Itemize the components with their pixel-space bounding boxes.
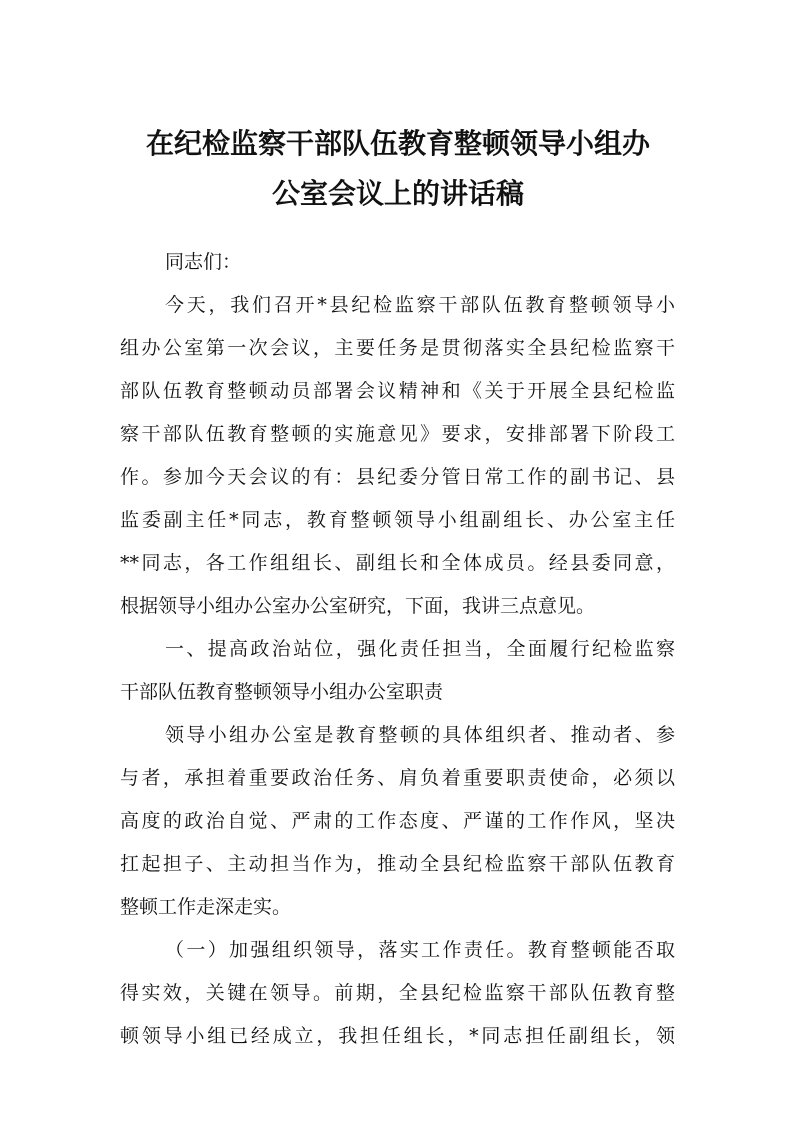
salutation: 同志们： (165, 251, 242, 273)
paragraph-line: （一）加强组织领导，落实工作责任。教育整顿能否取 (165, 939, 675, 961)
paragraph-line: 顿领导小组已经成立，我担任组长，*同志担任副组长，领 (120, 1025, 675, 1047)
paragraph-line: 得实效，关键在领导。前期，全县纪检监察干部队伍教育整 (120, 982, 675, 1004)
paragraph-line: 与者，承担着重要政治任务、肩负着重要职责使命，必须以 (120, 767, 675, 789)
document-title-line-2: 公室会议上的讲话稿 (271, 177, 524, 210)
paragraph-line: 组办公室第一次会议，主要任务是贯彻落实全县纪检监察干 (120, 337, 675, 359)
paragraph-line: 作。参加今天会议的有：县纪委分管日常工作的副书记、县 (120, 466, 675, 488)
paragraph-line: **同志，各工作组组长、副组长和全体成员。经县委同意， (120, 552, 675, 574)
paragraph-line: 高度的政治自觉、严肃的工作态度、严谨的工作作风，坚决 (120, 810, 675, 832)
paragraph-line: 察干部队伍教育整顿的实施意见》要求，安排部署下阶段工 (120, 423, 675, 445)
section-heading-line: 一、提高政治站位，强化责任担当，全面履行纪检监察 (165, 638, 675, 660)
document-title-line-1: 在纪检监察干部队伍教育整顿领导小组办 (145, 127, 650, 160)
section-heading-line: 干部队伍教育整顿领导小组办公室职责 (120, 681, 444, 703)
paragraph-line: 整顿工作走深走实。 (120, 896, 292, 918)
paragraph-line: 监委副主任*同志，教育整顿领导小组副组长、办公室主任 (120, 509, 675, 531)
paragraph-line: 领导小组办公室是教育整顿的具体组织者、推动者、参 (165, 724, 675, 746)
paragraph-line: 今天，我们召开*县纪检监察干部队伍教育整顿领导小 (165, 294, 675, 316)
paragraph-line: 部队伍教育整顿动员部署会议精神和《关于开展全县纪检监 (120, 380, 675, 402)
paragraph-line: 根据领导小组办公室办公室研究，下面，我讲三点意见。 (120, 595, 596, 617)
paragraph-line: 扛起担子、主动担当作为，推动全县纪检监察干部队伍教育 (120, 853, 675, 875)
